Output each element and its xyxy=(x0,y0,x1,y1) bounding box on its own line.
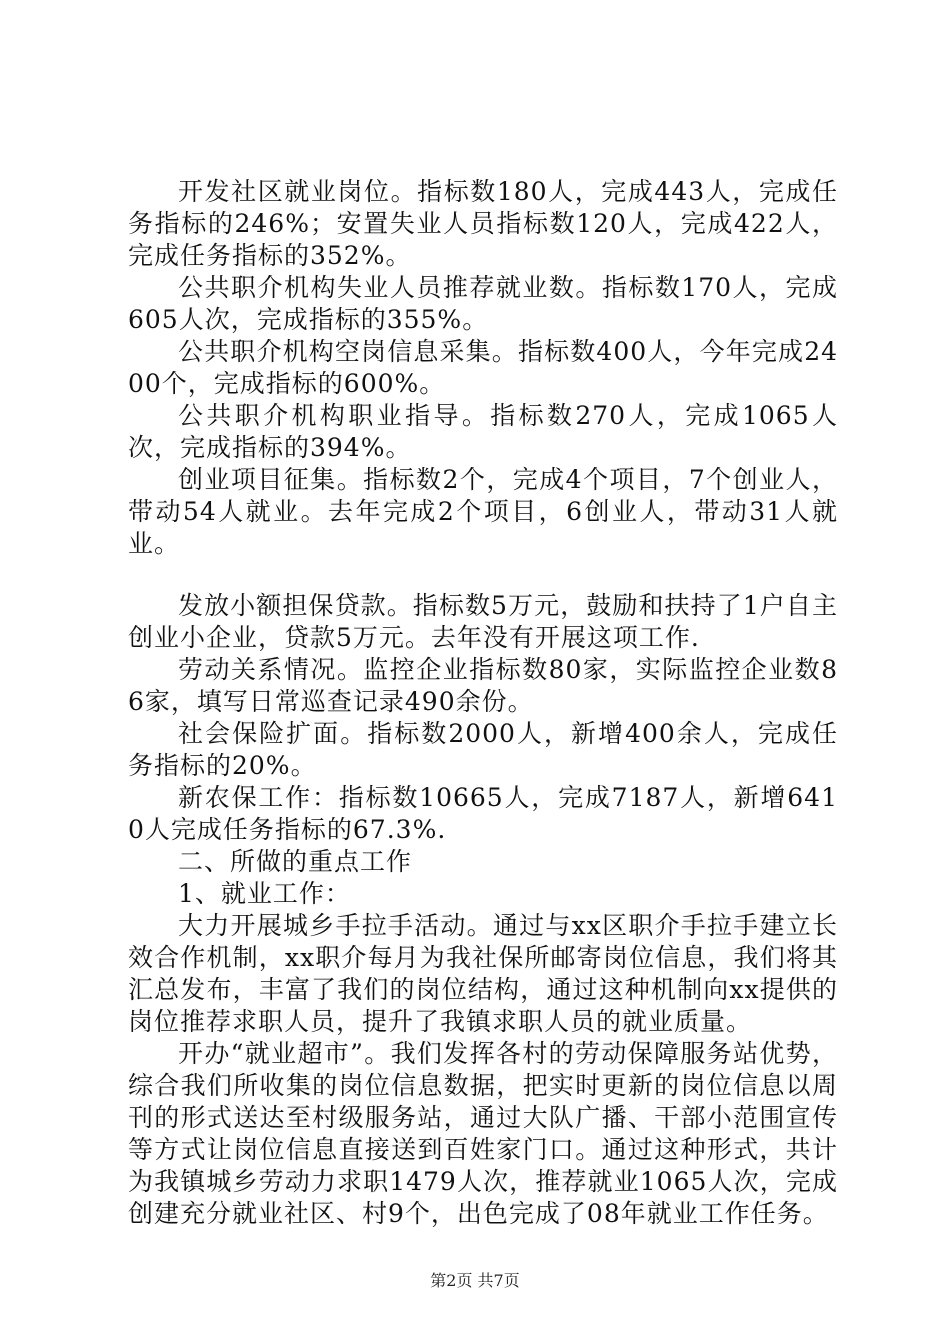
paragraph-guaranteed-loans: 发放小额担保贷款。指标数5万元，鼓励和扶持了1户自主创业小企业，贷款5万元。去年没有开展这项工作. xyxy=(128,591,838,652)
paragraph-social-insurance: 社会保险扩面。指标数2000人，新增400余人，完成任务指标的20%。 xyxy=(128,719,838,780)
paragraph-labor-relations: 劳动关系情况。监控企业指标数80家，实际监控企业数86家，填写日常巡查记录490余份。 xyxy=(128,655,838,716)
page-number-footer: 第2页 共7页 xyxy=(430,1271,520,1290)
paragraph-employment-supermarket: 开办“就业超市”。我们发挥各村的劳动保障服务站优势，综合我们所收集的岗位信息数据，把实时更新的岗位信息以周刊的形式送达至村级服务站，通过大队广播、干部小范围宣传等方式让岗位信息直接送到百姓家门口。通过这种形式，共计为我镇城乡劳动力求职1479人次，推荐就业1065人次，完成创建充分就业社区、村9个，出色完成了08年就业工作任务。 xyxy=(128,1039,838,1228)
paragraph-vacancy-collection: 公共职介机构空岗信息采集。指标数400人，今年完成2400个，完成指标的600%。 xyxy=(128,337,838,398)
subsection-heading-employment: 1、就业工作： xyxy=(178,879,351,908)
paragraph-career-guidance: 公共职介机构职业指导。指标数270人，完成1065人次，完成指标的394%。 xyxy=(128,401,838,462)
section-heading-key-work: 二、所做的重点工作 xyxy=(178,847,413,876)
paragraph-community-jobs: 开发社区就业岗位。指标数180人，完成443人，完成任务指标的246%；安置失业人员指标数120人，完成422人，完成任务指标的352%。 xyxy=(128,177,838,270)
paragraph-rural-pension: 新农保工作：指标数10665人，完成7187人，新增6410人完成任务指标的67.3%. xyxy=(128,783,838,844)
paragraph-startup-projects: 创业项目征集。指标数2个，完成4个项目，7个创业人，带动54人就业。去年完成2个项目，6创业人，带动31人就业。 xyxy=(128,465,838,558)
document-body xyxy=(128,176,838,1230)
paragraph-job-recommendation: 公共职介机构失业人员推荐就业数。指标数170人，完成605人次，完成指标的355%。 xyxy=(128,273,838,334)
paragraph-urban-rural-partnership: 大力开展城乡手拉手活动。通过与xx区职介手拉手建立长效合作机制，xx职介每月为我社保所邮寄岗位信息，我们将其汇总发布，丰富了我们的岗位结构，通过这种机制向xx提供的岗位推荐求职人员，提升了我镇求职人员的就业质量。 xyxy=(128,911,838,1036)
